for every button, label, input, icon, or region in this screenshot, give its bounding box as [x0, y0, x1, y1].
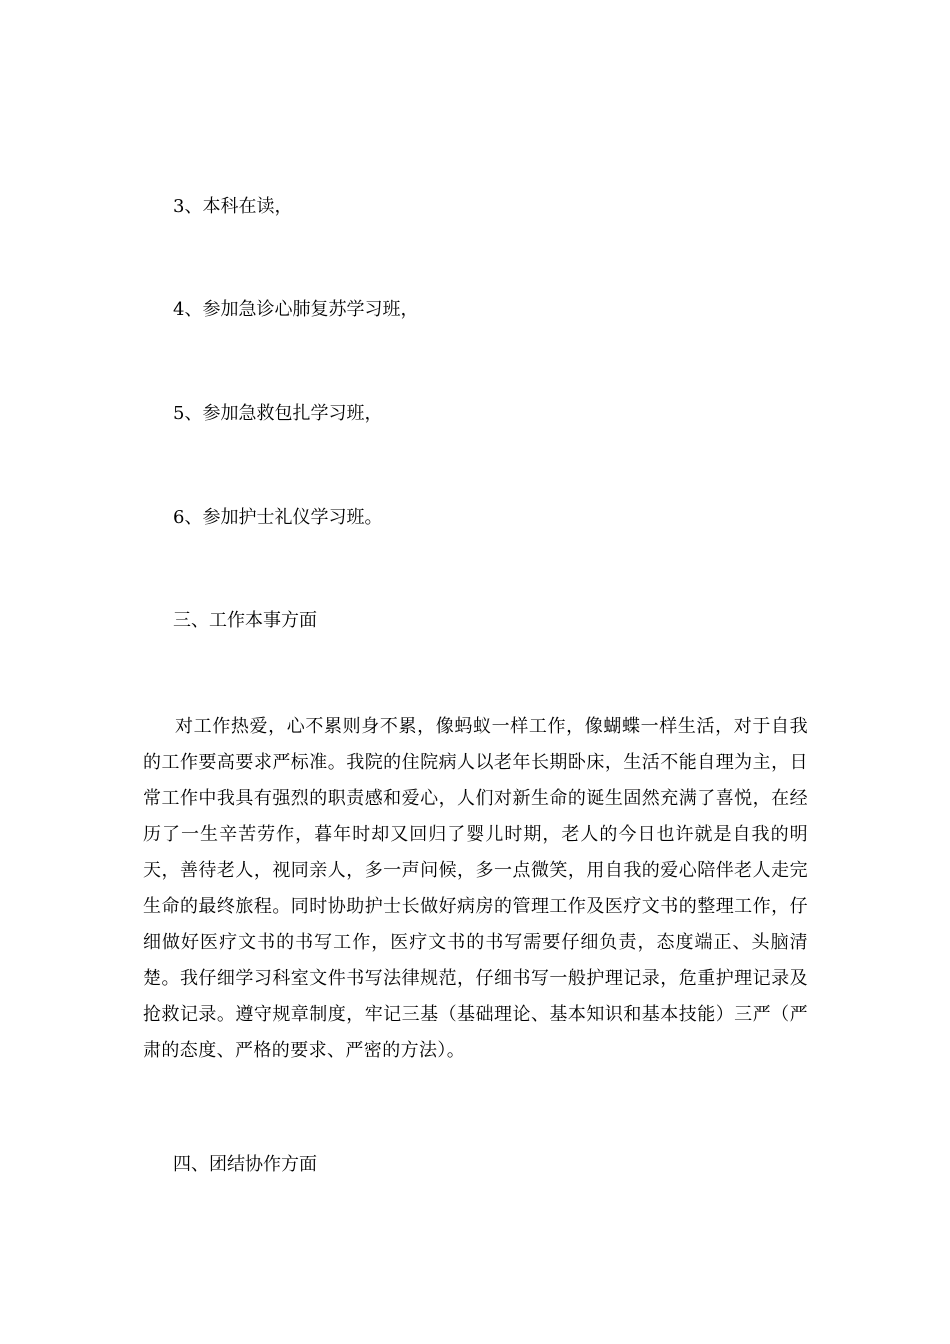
list-item-cpr-training: 4、参加急诊心肺复苏学习班， [173, 299, 419, 320]
work-ability-paragraph: 对工作热爱，心不累则身不累，像蚂蚁一样工作，像蝴蝶一样生活，对于自我的工作要高要求严标准。我院的住院病人以老年长期卧床，生活不能自理为主，日常工作中我具有强烈的职责感和爱心，人们对新生命的诞生固然充满了喜悦，在经历了一生辛苦劳作，暮年时却又回归了婴儿时期，老人的今日也许就是自我的明天，善待老人，视同亲人，多一声问候，多一点微笑，用自我的爱心陪伴老人走完生命的最终旅程。同时协助护士长做好病房的管理工作及医疗文书的整理工作，仔细做好医疗文书的书写工作，医疗文书的书写需要仔细负责，态度端正、头脑清楚。我仔细学习科室文件书写法律规范，仔细书写一般护理记录，危重护理记录及抢救记录。遵守规章制度，牢记三基（基础理论、基本知识和基本技能）三严（严肃的态度、严格的要求、严密的方法）。 [143, 716, 808, 1061]
list-item-bachelor-study: 3、本科在读， [173, 196, 293, 217]
section-heading-work-ability: 三、工作本事方面 [173, 610, 317, 631]
section-heading-teamwork: 四、团结协作方面 [173, 1154, 317, 1175]
list-item-etiquette-training: 6、参加护士礼仪学习班。 [173, 507, 383, 528]
list-item-bandaging-training: 5、参加急救包扎学习班， [173, 403, 383, 424]
